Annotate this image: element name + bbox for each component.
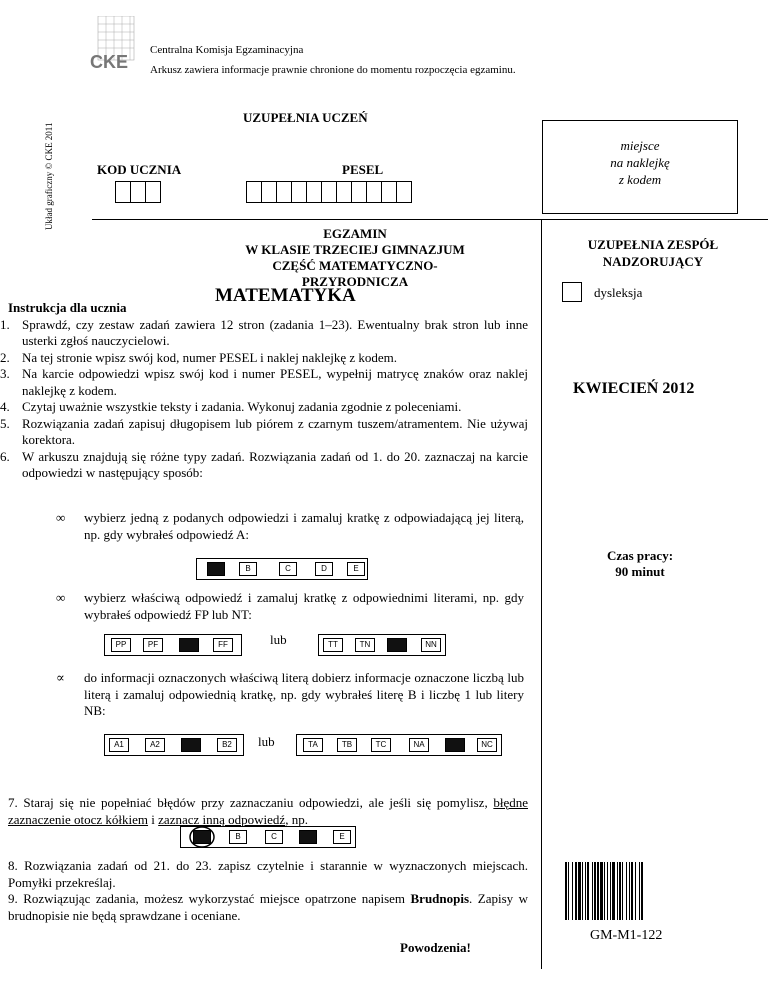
item-number: 3. xyxy=(0,366,10,381)
pesel-cell[interactable] xyxy=(261,181,277,203)
exam-title-line: W KLASIE TRZECIEJ GIMNAZJUM xyxy=(245,242,465,257)
option-box: E xyxy=(333,830,351,844)
option-box: TB xyxy=(337,738,357,752)
item9-post: . Zapisy w brudnopisie nie będą sprawdzane i oceniane. xyxy=(8,891,528,923)
bullet-text: wybierz właściwą odpowiedź i zamaluj kratkę z odpowiednimi literami, np. gdy wybrałeś odpowiedź FP lub NT: xyxy=(84,590,524,622)
option-box-filled xyxy=(179,638,199,652)
option-box: A2 xyxy=(145,738,165,752)
example-bar-abcde xyxy=(196,558,368,580)
item-number: 7. xyxy=(8,795,18,810)
instruction-item xyxy=(0,448,528,482)
instruction-item xyxy=(0,349,528,367)
pesel-cell[interactable] xyxy=(336,181,352,203)
pesel-cell[interactable] xyxy=(291,181,307,203)
pesel-cell[interactable] xyxy=(246,181,262,203)
item-text: Na karcie odpowiedzi wpisz swój kod i numer PESEL, wypełnij matrycę znaków oraz naklej naklejkę z kodem. xyxy=(22,366,528,398)
barcode-bar xyxy=(643,862,644,920)
option-box: PP xyxy=(111,638,131,652)
item-text: Na tej stronie wpisz swój kod, numer PESEL i naklej naklejkę z kodem. xyxy=(22,349,397,365)
instructions xyxy=(0,300,528,482)
proctor-section-title xyxy=(553,236,753,270)
option-box: B xyxy=(239,562,257,576)
copyright-note: Układ graficzny © CKE 2011 xyxy=(44,122,54,230)
option-box: FF xyxy=(213,638,233,652)
instruction-item-9 xyxy=(8,891,528,924)
instruction-item xyxy=(0,415,528,449)
option-box-filled xyxy=(387,638,407,652)
subject-title: MATEMATYKA xyxy=(215,285,356,306)
divider-horizontal xyxy=(92,219,768,220)
instruction-item-8 xyxy=(8,858,528,891)
option-box: NC xyxy=(477,738,497,752)
option-box: TC xyxy=(371,738,391,752)
item-text: W arkuszu znajdują się różne typy zadań. Rozwiązania zadań od 1. do 20. zaznaczaj na karcie odpowiedzi w następujący sposób: xyxy=(22,448,528,480)
option-box: NN xyxy=(421,638,441,652)
cke-logo xyxy=(90,16,136,72)
exam-title xyxy=(230,226,480,290)
bullet-text: do informacji oznaczonych właściwą literą dobierz informacje oznaczone liczbą lub literą i zamaluj odpowiednią kratkę, np. gdy wybrałeś literę B i liczbę 1 lub litery NB: xyxy=(84,670,524,718)
item-number: 8. xyxy=(8,858,18,873)
pesel-cell[interactable] xyxy=(381,181,397,203)
option-box: TN xyxy=(355,638,375,652)
sticker-line: z kodem xyxy=(618,172,662,187)
example-bar-tn xyxy=(318,634,446,656)
correction-circle-icon xyxy=(188,825,216,849)
option-box-filled xyxy=(207,562,225,576)
sticker-area xyxy=(542,120,738,214)
org-name: Centralna Komisja Egzaminacyjna xyxy=(150,44,304,56)
or-label: lub xyxy=(258,734,275,749)
instruction-item-7 xyxy=(8,795,528,828)
exam-title-line: CZĘŚĆ MATEMATYCZNO-PRZYRODNICZA xyxy=(272,258,438,289)
instruction-item xyxy=(0,399,528,416)
bullet-symbol: ∞ xyxy=(56,510,66,525)
dyslexia-checkbox[interactable] xyxy=(562,282,582,302)
item7-underline-2: zaznacz inną odpowiedź, xyxy=(158,811,289,827)
bullet-single-choice xyxy=(56,510,524,543)
duration-line: Czas pracy: xyxy=(606,548,674,563)
instruction-item xyxy=(0,316,528,350)
pesel-cell[interactable] xyxy=(351,181,367,203)
instruction-item xyxy=(0,366,528,399)
item7-mid: i xyxy=(148,811,159,827)
student-section-title: UZUPEŁNIA UCZEŃ xyxy=(243,110,368,125)
item7-underline-1: błędne zaznaczenie otocz kółkiem xyxy=(8,795,529,827)
pesel-cell[interactable] xyxy=(306,181,322,203)
barcode-image xyxy=(565,862,715,920)
proctor-title-line: NADZORUJĄCY xyxy=(602,254,704,269)
item-text: Czytaj uważnie wszystkie teksty i zadania. Wykonuj zadania zgodnie z poleceniami. xyxy=(22,399,462,414)
option-box: D xyxy=(315,562,333,576)
option-box: TT xyxy=(323,638,343,652)
protection-notice: Arkusz zawiera informacje prawnie chronione do momentu rozpoczęcia egzaminu. xyxy=(150,64,516,76)
exam-title-line: EGZAMIN xyxy=(323,226,387,241)
item-text: Sprawdź, czy zestaw zadań zawiera 12 stron (zadania 1–23). Ewentualny brak stron lub inne usterki zgłoś nauczycielowi. xyxy=(22,316,528,348)
option-box: A1 xyxy=(109,738,129,752)
item-number: 4. xyxy=(0,399,10,414)
proctor-title-line: UZUPEŁNIA ZESPÓŁ xyxy=(587,237,719,252)
item-number: 1. xyxy=(0,316,10,332)
option-box: PF xyxy=(143,638,163,652)
item8-text: Rozwiązania zadań od 21. do 23. zapisz czytelnie i starannie w wyznaczonych miejscach. Pomyłki przekreślaj. xyxy=(8,858,529,890)
divider-vertical xyxy=(541,219,542,969)
svg-text:CKE: CKE xyxy=(90,52,129,72)
pesel-boxes[interactable] xyxy=(246,181,411,203)
example-bar-pf xyxy=(104,634,242,656)
example-bar-ab12 xyxy=(104,734,244,756)
code-cell[interactable] xyxy=(115,181,131,203)
dyslexia-label: dysleksja xyxy=(594,285,643,300)
exam-date: KWIECIEŃ 2012 xyxy=(573,380,695,397)
option-box-filled xyxy=(299,830,317,844)
pesel-cell[interactable] xyxy=(321,181,337,203)
item-number: 5. xyxy=(0,415,10,431)
student-code-label: KOD UCZNIA xyxy=(97,162,182,177)
student-code-boxes[interactable] xyxy=(115,181,160,203)
code-cell[interactable] xyxy=(130,181,146,203)
option-box-filled xyxy=(181,738,201,752)
item9-bold: Brudnopis xyxy=(410,891,470,906)
option-box: E xyxy=(347,562,365,576)
option-box: TA xyxy=(303,738,323,752)
bullet-symbol: ∞ xyxy=(56,590,66,605)
example-bar-tn-abc xyxy=(296,734,502,756)
code-cell[interactable] xyxy=(145,181,161,203)
bullet-text: wybierz jedną z podanych odpowiedzi i zamaluj kratkę z odpowiadającą jej literą, np. gdy wybrałeś odpowiedź A: xyxy=(84,510,524,542)
duration-line: 90 minut xyxy=(615,564,665,579)
item-text: Rozwiązania zadań zapisuj długopisem lub piórem z czarnym tuszem/atramentem. Nie używaj korektora. xyxy=(22,415,528,447)
exam-duration xyxy=(580,548,700,580)
option-box-filled xyxy=(445,738,465,752)
item7-text: Staraj się nie popełniać błędów przy zaznaczaniu odpowiedzi, ale jeśli się pomylisz, xyxy=(23,795,494,810)
pesel-cell[interactable] xyxy=(366,181,382,203)
instructions-heading: Instrukcja dla ucznia xyxy=(8,300,127,315)
item7-post: np. xyxy=(288,811,308,827)
pesel-cell[interactable] xyxy=(276,181,292,203)
barcode-code: GM-M1-122 xyxy=(590,928,663,943)
option-box: B2 xyxy=(217,738,237,752)
sticker-line: miejsce xyxy=(620,138,660,153)
item-number: 2. xyxy=(0,349,10,365)
item-number: 9. xyxy=(8,891,18,906)
bullet-matching xyxy=(56,670,524,720)
sticker-line: na naklejkę xyxy=(610,155,670,170)
item9-text: Rozwiązując zadania, możesz wykorzystać miejsce opatrzone napisem xyxy=(23,891,411,906)
option-box: B xyxy=(229,830,247,844)
item-number: 6. xyxy=(0,448,10,464)
bullet-symbol: ∝ xyxy=(56,670,65,685)
option-box: NA xyxy=(409,738,429,752)
instruction-items-8-9 xyxy=(8,858,528,924)
example-bar-correction xyxy=(180,826,356,848)
bullet-pair-choice xyxy=(56,590,524,623)
option-box: C xyxy=(265,830,283,844)
pesel-label: PESEL xyxy=(342,162,384,177)
option-box: C xyxy=(279,562,297,576)
or-label: lub xyxy=(270,632,287,647)
pesel-cell[interactable] xyxy=(396,181,412,203)
closing-text: Powodzenia! xyxy=(400,940,471,955)
